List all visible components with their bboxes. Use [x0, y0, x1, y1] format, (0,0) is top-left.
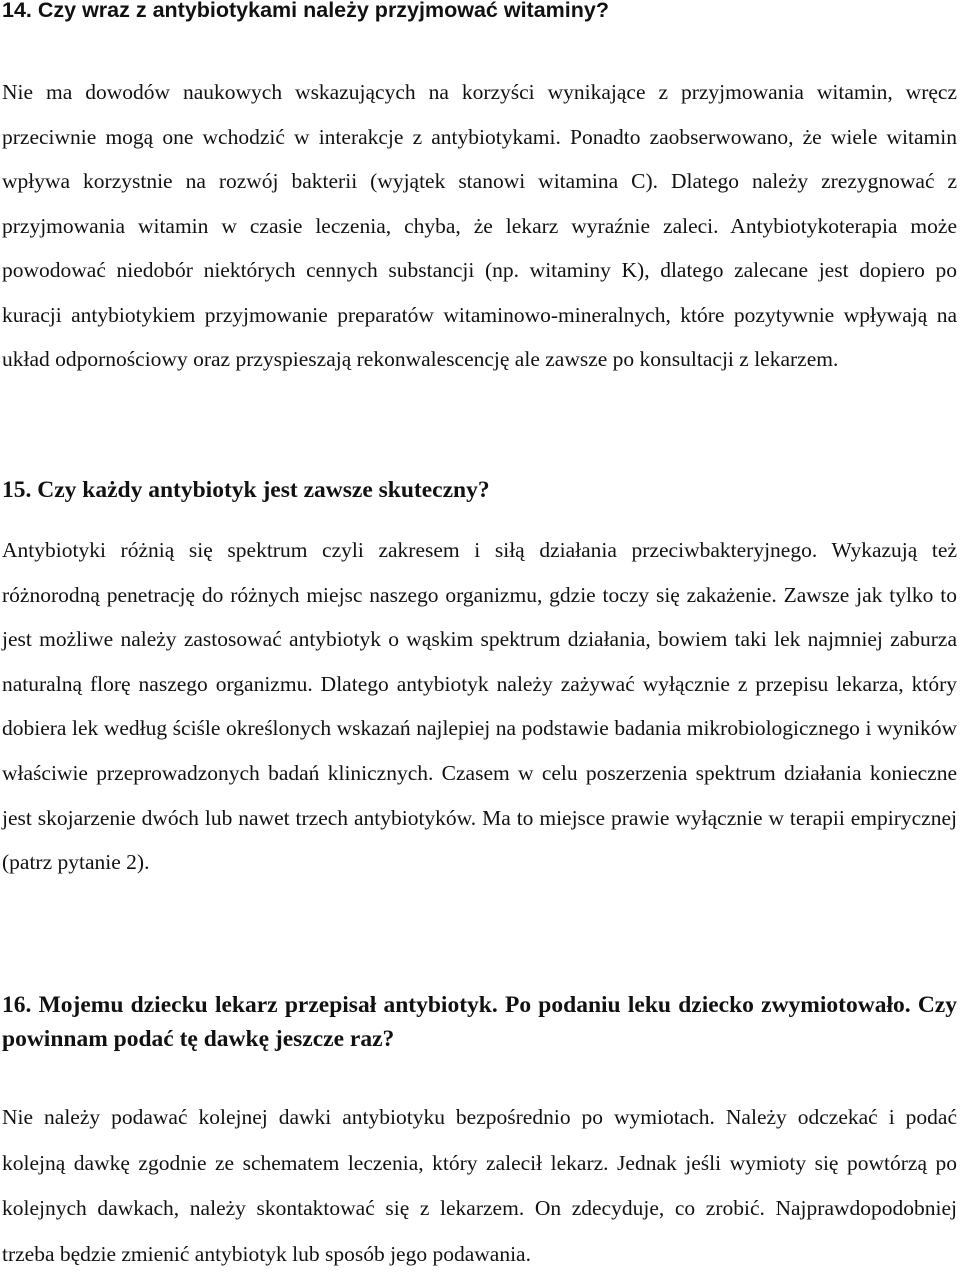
- question-16-answer: Nie należy podawać kolejnej dawki antybiotyku bezpośrednio po wymiotach. Należy odczekać i podać kolejną dawkę zgodnie ze schematem leczenia, który zalecił lekarz. Jednak jeśli wymioty się powtórzą po kolejnych dawkach, należy skontaktować się z lekarzem. On zdecyduje, co zrobić. Najprawdopodobniej trzeba będzie zmienić antybiotyk lub sposób jego podawania.: [2, 1105, 957, 1266]
- question-16-heading: 16. Mojemu dziecku lekarz przepisał antybiotyk. Po podaniu leku dziecko zwymiotowało. Czy powinnam podać tę dawkę jeszcze raz?: [2, 992, 957, 1052]
- question-14-heading: 14. Czy wraz z antybiotykami należy przyjmować witaminy?: [2, 0, 609, 22]
- question-14-answer: Nie ma dowodów naukowych wskazujących na korzyści wynikające z przyjmowania witamin, wręcz przeciwnie mogą one wchodzić w interakcje z antybiotykami. Ponadto zaobserwowano, że wiele witamin wpływa korzystnie na rozwój bakterii (wyjątek stanowi witamina C). Dlatego należy zrezygnować z przyjmowania witamin w czasie leczenia, chyba, że lekarz wyraźnie zaleci. Antybiotykoterapia może powodować niedobór niektórych cennych substancji (np. witaminy K), dlatego zalecane jest dopiero po kuracji antybiotykiem przyjmowanie preparatów witaminowo-mineralnych, które pozytywnie wpływają na układ odpornościowy oraz przyspieszają rekonwalescencję ale zawsze po konsultacji z lekarzem.: [2, 80, 957, 371]
- question-15-answer: Antybiotyki różnią się spektrum czyli zakresem i siłą działania przeciwbakteryjnego. Wykazują też różnorodną penetrację do różnych miejsc naszego organizmu, gdzie toczy się zakażenie. Zawsze jak tylko to jest możliwe należy zastosować antybiotyk o wąskim spektrum działania, bowiem taki lek najmniej zaburza naturalną florę naszego organizmu. Dlatego antybiotyk należy zażywać wyłącznie z przepisu lekarza, który dobiera lek według ściśle określonych wskazań najlepiej na podstawie badania mikrobiologicznego i wyników właściwie przeprowadzonych badań klinicznych. Czasem w celu poszerzenia spektrum działania konieczne jest skojarzenie dwóch lub nawet trzech antybiotyków. Ma to miejsce prawie wyłącznie w terapii empirycznej (patrz pytanie 2).: [2, 538, 957, 875]
- question-15-heading: 15. Czy każdy antybiotyk jest zawsze skuteczny?: [2, 477, 490, 503]
